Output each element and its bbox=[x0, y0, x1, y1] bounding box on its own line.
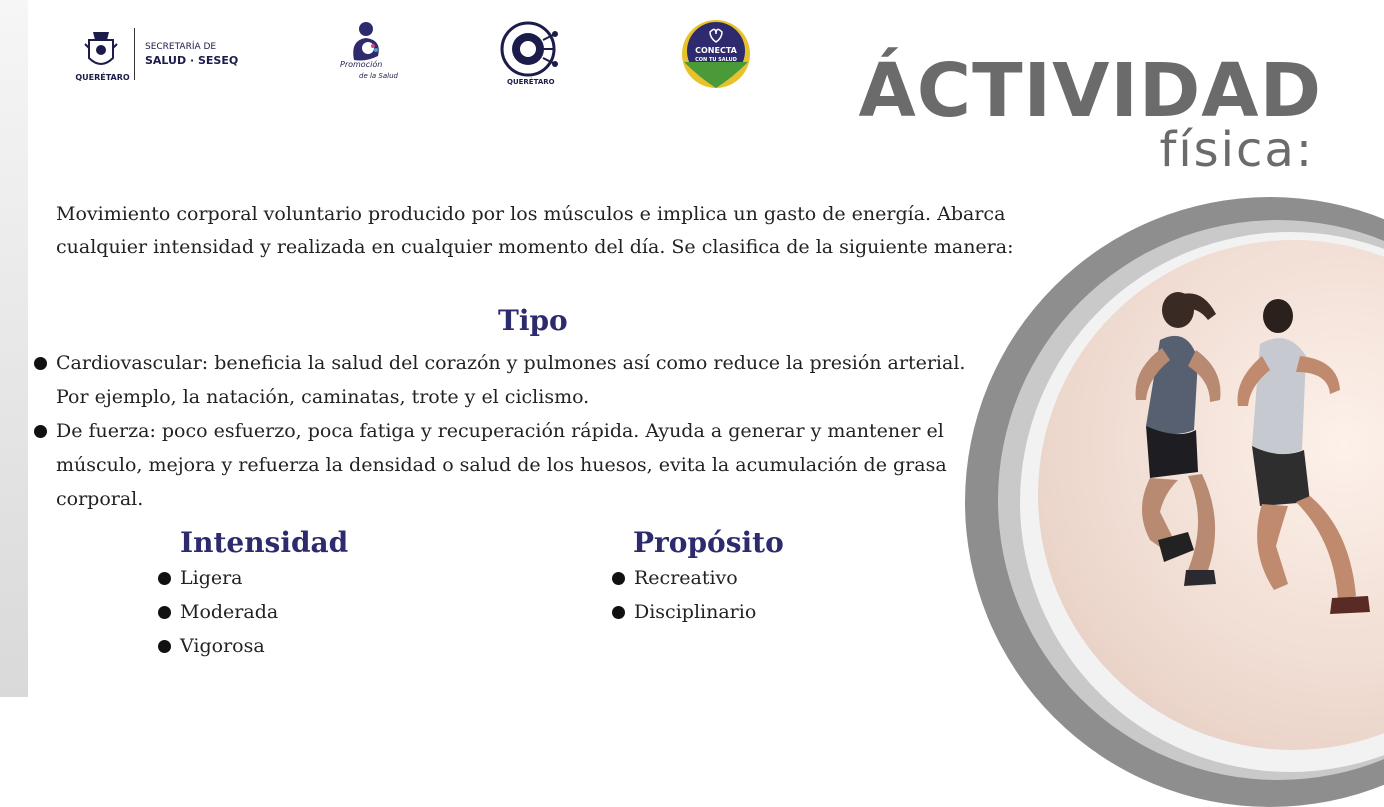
bullet-icon bbox=[158, 606, 171, 619]
intro-paragraph: Movimiento corporal voluntario producido por los músculos e implica un gasto de energía. Abarca cualquier intensidad y realizada en cualquier momento del día. Se clasifica de la siguiente manera: bbox=[56, 203, 1014, 258]
queretaro-word: QUERÉTARO bbox=[75, 73, 130, 82]
crest-icon bbox=[81, 26, 121, 74]
promocion-salud-logo bbox=[337, 18, 397, 88]
conecta-text: CONECTA bbox=[695, 46, 737, 55]
list-item bbox=[158, 629, 278, 663]
tipo-list bbox=[34, 346, 994, 516]
bullet-icon bbox=[158, 640, 171, 653]
list-item bbox=[158, 561, 278, 595]
intensidad-vigorosa: Vigorosa bbox=[180, 635, 265, 657]
intensidad-ligera: Ligera bbox=[180, 567, 243, 589]
promocion-text: Promoción bbox=[340, 60, 383, 69]
heading-intensidad: Intensidad bbox=[180, 526, 349, 559]
bullet-icon bbox=[612, 606, 625, 619]
laboratorio-icon bbox=[493, 20, 563, 78]
list-item bbox=[158, 595, 278, 629]
logo-divider bbox=[134, 28, 135, 80]
list-item bbox=[34, 414, 994, 516]
laboratorio-text: QUERÉTARO bbox=[507, 78, 555, 86]
tipo-item-fuerza: De fuerza: poco esfuerzo, poca fatiga y recuperación rápida. Ayuda a generar y mantener el músculo, mejora y refuerza la densidad o salud de los huesos, evita la acumulación de grasa corporal. bbox=[56, 420, 947, 510]
heading-tipo: Tipo bbox=[498, 304, 568, 337]
salud-text: de la Salud bbox=[359, 72, 398, 80]
con-tu-salud-text: CON TU SALUD bbox=[695, 57, 737, 63]
secretaria-text: SECRETARÍA DE bbox=[145, 42, 217, 52]
proposito-disciplinario: Disciplinario bbox=[634, 601, 757, 623]
bullet-icon bbox=[34, 357, 47, 370]
list-item bbox=[612, 561, 756, 595]
proposito-list bbox=[612, 561, 756, 629]
list-item bbox=[34, 346, 994, 414]
conecta-con-tu-salud-logo bbox=[680, 18, 760, 90]
intensidad-moderada: Moderada bbox=[180, 601, 279, 623]
tipo-item-cardiovascular: Cardiovascular: beneficia la salud del corazón y pulmones así como reduce la presión arterial. Por ejemplo, la natación, caminatas, trote y el ciclismo. bbox=[56, 352, 966, 408]
seseq-text: SALUD · SESEQ bbox=[145, 54, 239, 67]
promocion-icon bbox=[346, 20, 386, 62]
bullet-icon bbox=[158, 572, 171, 585]
bullet-icon bbox=[34, 425, 47, 438]
left-gradient-strip bbox=[0, 0, 28, 697]
laboratorio-logo bbox=[493, 20, 563, 88]
intensidad-list bbox=[158, 561, 278, 663]
queretaro-seseq-logo bbox=[75, 26, 245, 86]
title-actividad: ÁCTIVIDAD bbox=[858, 48, 1322, 134]
proposito-recreativo: Recreativo bbox=[634, 567, 738, 589]
heading-proposito: Propósito bbox=[633, 526, 784, 559]
list-item bbox=[612, 595, 756, 629]
title-fisica: física: bbox=[1159, 122, 1314, 178]
bullet-icon bbox=[612, 572, 625, 585]
